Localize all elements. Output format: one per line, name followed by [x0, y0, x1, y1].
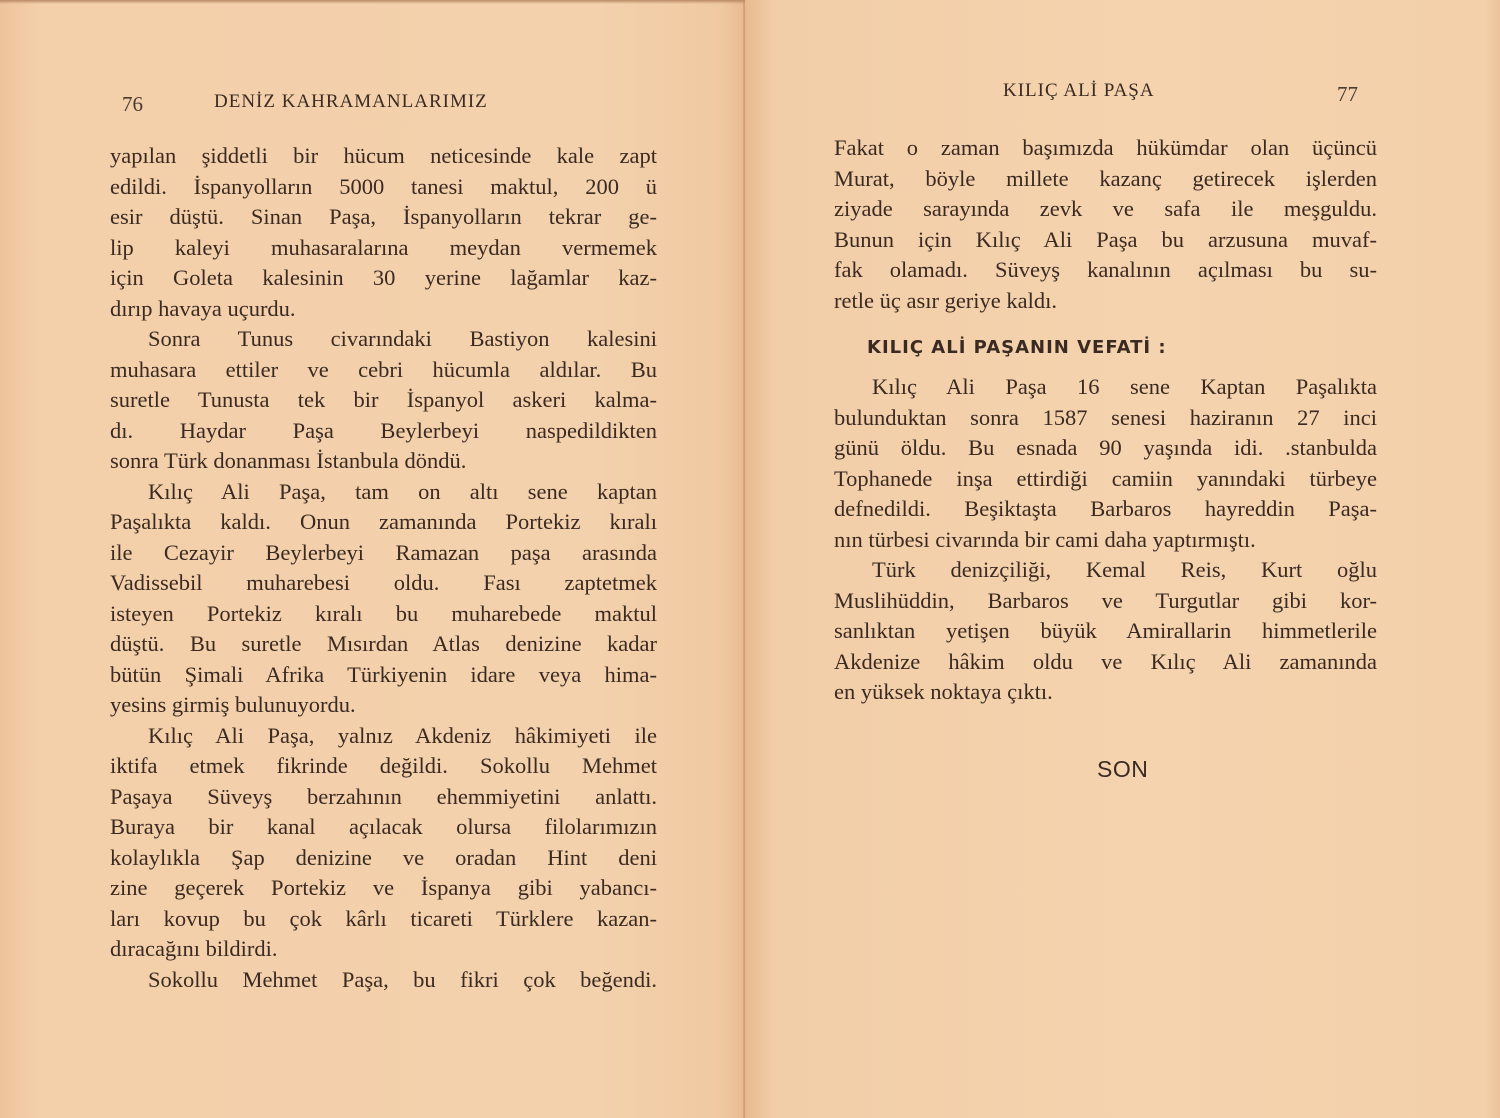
text-line: bütün Şimali Afrika Türkiyenin idare veya hima-: [110, 661, 657, 687]
text-line: Muslihüddin, Barbaros ve Turgutlar gibi kor-: [834, 587, 1377, 613]
paragraph: [834, 133, 1377, 316]
text-line: Paşaya Süveyş berzahının ehemmiyetini anlattı.: [110, 783, 657, 809]
left-page-body: [110, 141, 657, 995]
text-line: yesins girmiş bulunuyordu.: [110, 692, 356, 717]
section-heading: KILIÇ ALİ PAŞANIN VEFATİ :: [867, 337, 1167, 358]
running-head-left: DENİZ KAHRAMANLARIMIZ: [214, 91, 488, 112]
paragraph: [110, 324, 657, 477]
text-line: Buraya bir kanal açılacak olursa filolarımızın: [110, 814, 657, 839]
paragraph: [110, 965, 657, 996]
paragraph: [110, 477, 657, 721]
page-number-left: 76: [122, 92, 143, 116]
text-line: Sonra Tunus civarındaki Bastiyon kalesini: [148, 326, 657, 351]
text-line: isteyen Portekiz kıralı bu muharebede maktul: [110, 600, 657, 626]
paragraph: [834, 372, 1377, 555]
text-line: retle üç asır geriye kaldı.: [834, 287, 1058, 313]
paragraph: [834, 555, 1377, 708]
text-line: zine geçerek Portekiz ve İspanya gibi yabancı-: [110, 875, 657, 900]
running-head-right: KILIÇ ALİ PAŞA: [1003, 80, 1155, 101]
text-line: için Goleta kalesinin 30 yerine lağamlar kaz-: [110, 265, 657, 290]
paragraph: [110, 141, 657, 324]
right-page: [745, 0, 1500, 1118]
text-line: Akdenize hâkim oldu ve Kılıç Ali zamanında: [834, 648, 1377, 674]
text-line: Murat, böyle millete kazanç getirecek işlerden: [834, 165, 1377, 191]
text-line: Kılıç Ali Paşa 16 sene Kaptan Paşalıkta: [872, 374, 1377, 399]
text-line: muhasara ettiler ve cebri hücumla aldılar. Bu: [110, 356, 657, 382]
paragraph: [110, 721, 657, 965]
right-page-body-top: [834, 133, 1377, 316]
text-line: ziyade sarayında zevk ve safa ile meşguldu.: [834, 196, 1377, 221]
text-line: dırıp havaya uçurdu.: [110, 295, 296, 321]
text-line: Paşalıkta kaldı. Onun zamanında Portekiz kıralı: [110, 509, 657, 534]
text-line: esir düştü. Sinan Paşa, İspanyolların tekrar ge-: [110, 204, 657, 229]
text-line: yapılan şiddetli bir hücum neticesinde kale zapt: [110, 143, 657, 168]
text-line: fak olamadı. Süveyş kanalının açılması bu su-: [834, 257, 1377, 282]
text-line: edildi. İspanyolların 5000 tanesi maktul, 200 ü: [110, 173, 657, 199]
text-line: suretle Tunusta tek bir İspanyol askeri kalma-: [110, 387, 657, 412]
text-line: kolaylıkla Şap denizine ve oradan Hint deni: [110, 844, 657, 870]
text-line: lip kaleyi muhasaralarına meydan vermemek: [110, 234, 657, 260]
text-line: Kılıç Ali Paşa, tam on altı sene kaptan: [148, 478, 657, 504]
text-line: Bunun için Kılıç Ali Paşa bu arzusuna muvaf-: [834, 226, 1377, 252]
left-page: [0, 0, 745, 1118]
text-line: en yüksek noktaya çıktı.: [834, 679, 1053, 704]
text-line: Türk denizçiliği, Kemal Reis, Kurt oğlu: [872, 557, 1377, 582]
text-line: iktifa etmek fikrinde değildi. Sokollu Mehmet: [110, 753, 657, 778]
text-line: defnedildi. Beşiktaşta Barbaros hayreddin Paşa-: [834, 496, 1377, 521]
text-line: sonra Türk donanması İstanbula döndü.: [110, 448, 467, 473]
right-page-body-bottom: [834, 372, 1377, 708]
text-line: Sokollu Mehmet Paşa, bu fikri çok beğendi.: [148, 966, 657, 992]
end-mark: SON: [1097, 756, 1149, 782]
text-line: düştü. Bu suretle Mısırdan Atlas denizine kadar: [110, 631, 657, 656]
text-line: Fakat o zaman başımızda hükümdar olan üçüncü: [834, 135, 1377, 160]
text-line: dı. Haydar Paşa Beylerbeyi naspedildikten: [110, 417, 657, 443]
text-line: nın türbesi civarında bir cami daha yaptırmıştı.: [834, 526, 1256, 552]
text-line: günü öldu. Bu esnada 90 yaşında idi. .stanbulda: [834, 435, 1377, 460]
text-line: dıracağını bildirdi.: [110, 936, 278, 961]
text-line: Kılıç Ali Paşa, yalnız Akdeniz hâkimiyeti ile: [148, 722, 657, 748]
text-line: bulunduktan sonra 1587 senesi haziranın 27 inci: [834, 404, 1377, 430]
text-line: ile Cezayir Beylerbeyi Ramazan paşa arasında: [110, 539, 657, 565]
text-line: Vadissebil muharebesi oldu. Fası zaptetmek: [110, 570, 657, 595]
text-line: Tophanede inşa ettirdiği camiin yanındaki türbeye: [834, 465, 1377, 491]
page-number-right: 77: [1337, 82, 1358, 106]
text-line: ları kovup bu çok kârlı ticareti Türklere kazan-: [110, 905, 657, 931]
text-line: sanlıktan yetişen büyük Amirallarin himmetlerile: [834, 618, 1377, 643]
